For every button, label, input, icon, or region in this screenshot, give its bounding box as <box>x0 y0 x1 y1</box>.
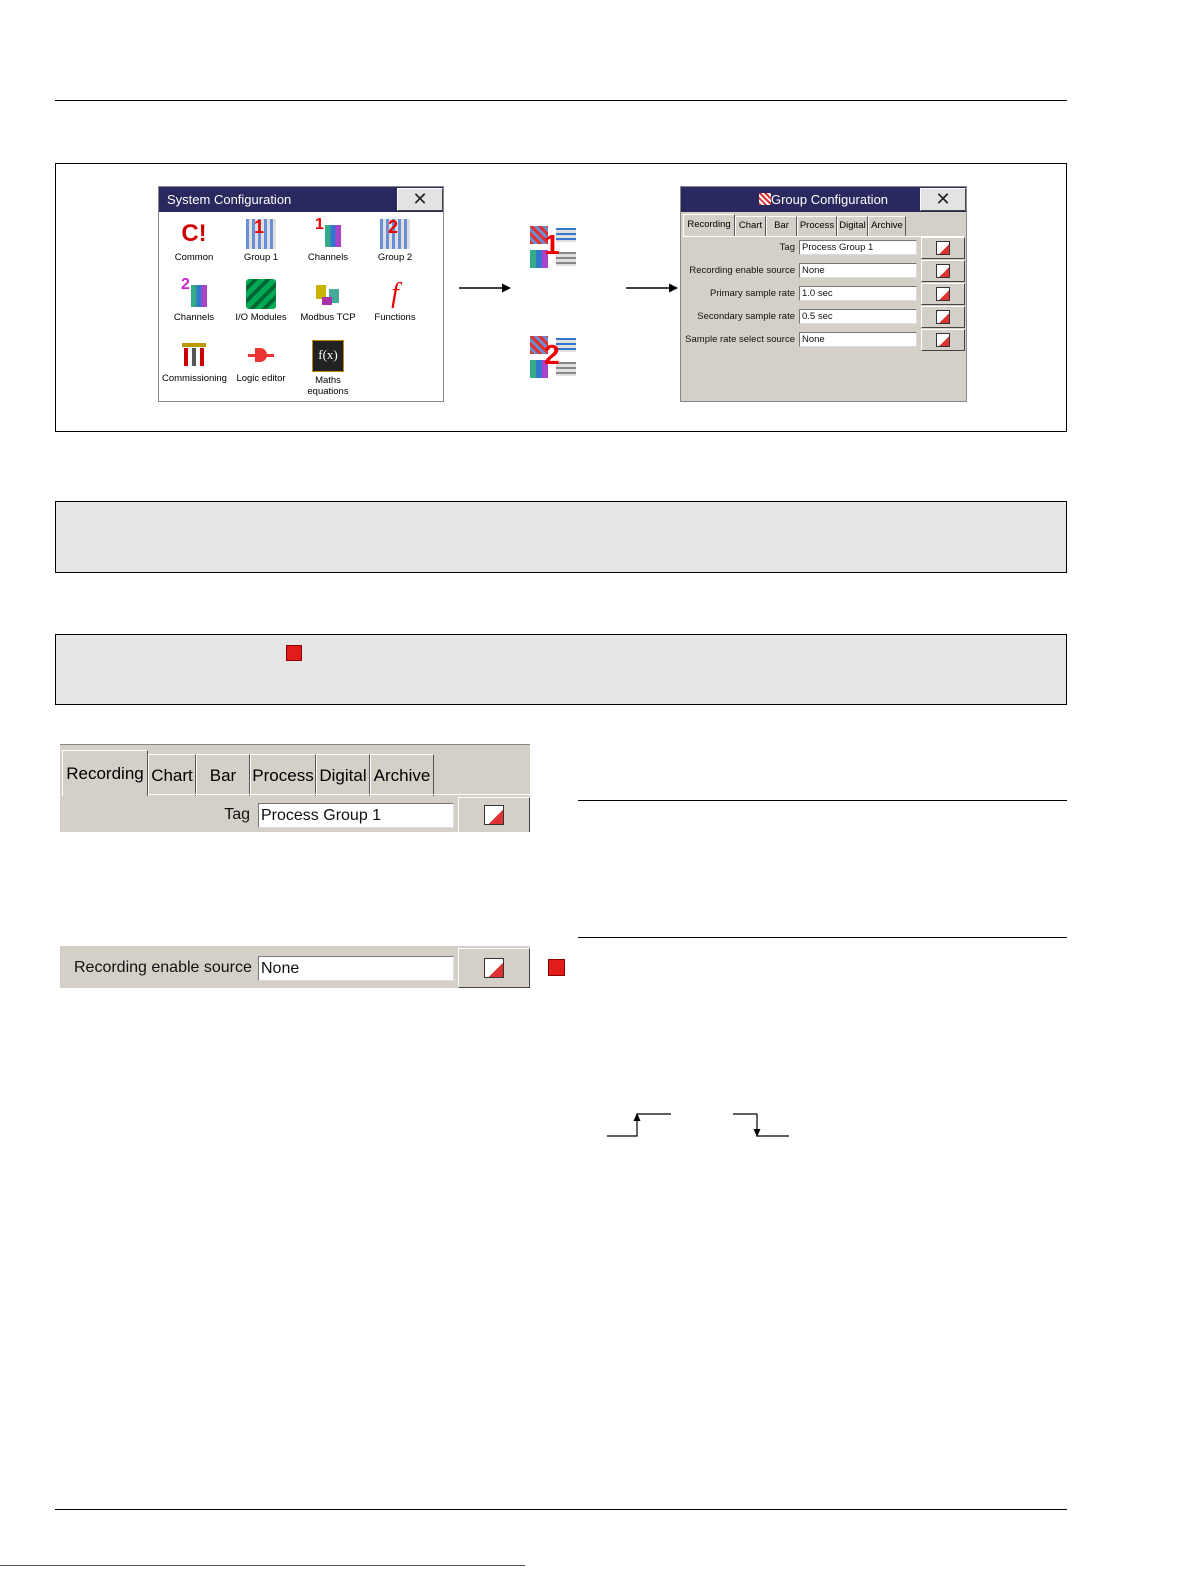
zoom-tag-edit-button[interactable] <box>458 797 530 832</box>
group-2-icon-tile[interactable] <box>363 219 427 263</box>
edit-icon <box>936 310 950 324</box>
io-modules-icon <box>246 279 276 309</box>
maths-equations-icon: f(x) <box>312 340 344 372</box>
zoom-recording-enable-source-label: Recording enable source <box>74 959 252 976</box>
edit-icon <box>936 264 950 278</box>
bottom-edge-rule <box>0 1565 525 1566</box>
maths-equations-label: Maths equations <box>307 375 349 397</box>
secondary-sample-rate-edit-button[interactable] <box>921 306 965 328</box>
header-rule <box>55 100 1067 101</box>
logic-editor-label: Logic editor <box>236 373 286 384</box>
note-box-1 <box>55 501 1067 573</box>
group-config-tabs <box>683 214 906 236</box>
secondary-sample-rate-label: Secondary sample rate <box>697 311 795 322</box>
zoom-tab-bar[interactable]: Bar <box>196 754 250 796</box>
zoom-tab-archive[interactable]: Archive <box>370 754 434 796</box>
group-2-label: Group 2 <box>377 252 413 263</box>
section-rule-1 <box>578 800 1067 801</box>
note-box-2 <box>55 634 1067 705</box>
sample-rate-select-source-label: Sample rate select source <box>685 334 795 345</box>
close-icon: ✕ <box>412 189 428 209</box>
zoom-tag-label: Tag <box>224 806 250 823</box>
recording-enable-source-label: Recording enable source <box>689 265 795 276</box>
tab-bar[interactable]: Bar <box>766 216 797 236</box>
group-1-icon-tile[interactable] <box>229 219 293 263</box>
common-icon: C! <box>181 220 207 247</box>
io-modules-label: I/O Modules <box>235 312 287 323</box>
group-configuration-title: Group Configuration <box>770 192 889 207</box>
group-1-large-number: 1 <box>544 229 560 260</box>
common-label: Common <box>174 252 214 263</box>
zoom-tabs <box>62 750 434 796</box>
zoom-recording-edit-button[interactable] <box>458 948 530 988</box>
functions-icon-tile[interactable] <box>363 279 427 323</box>
zoom-tag-field[interactable]: Process Group 1 <box>258 803 454 828</box>
primary-sample-rate-field[interactable]: 1.0 sec <box>799 286 917 301</box>
section-rule-2 <box>578 937 1067 938</box>
secondary-sample-rate-field[interactable]: 0.5 sec <box>799 309 917 324</box>
close-icon: ✕ <box>935 189 951 209</box>
channels-2-label: Channels <box>173 312 215 323</box>
group-1-number: 1 <box>254 217 265 237</box>
edit-icon <box>484 958 504 978</box>
commissioning-label: Commissioning <box>162 373 227 384</box>
footer-rule <box>55 1509 1067 1510</box>
maths-equations-icon-tile[interactable] <box>296 340 360 397</box>
channels-2-icon <box>179 276 209 309</box>
commissioning-icon <box>179 340 209 370</box>
group-1-label: Group 1 <box>243 252 279 263</box>
tab-archive[interactable]: Archive <box>868 216 906 236</box>
arrow-2 <box>626 282 678 294</box>
group-close-button[interactable] <box>920 188 966 211</box>
group-2-icon <box>380 219 410 249</box>
channels-1-icon-tile[interactable] <box>296 216 360 263</box>
io-modules-icon-tile[interactable] <box>229 279 293 323</box>
group-2-large-number: 2 <box>544 339 560 370</box>
zoom-recording-panel <box>60 946 530 988</box>
close-button[interactable] <box>397 188 443 211</box>
modbus-tcp-label: Modbus TCP <box>300 312 356 323</box>
zoom-tab-digital[interactable]: Digital <box>316 754 370 796</box>
edit-icon <box>936 287 950 301</box>
zoom-tab-underline <box>148 794 530 795</box>
channels-2-icon-tile[interactable] <box>162 276 226 323</box>
channels-2-number: 2 <box>181 276 190 293</box>
tag-label: Tag <box>779 242 795 253</box>
edit-icon <box>936 333 950 347</box>
logic-editor-icon-tile[interactable] <box>229 340 293 384</box>
group-small-icon <box>759 193 771 205</box>
navigation-figure <box>55 163 1067 432</box>
channels-1-label: Channels <box>307 252 349 263</box>
functions-label: Functions <box>374 312 416 323</box>
zoom-tab-recording[interactable]: Recording <box>62 750 148 796</box>
common-icon-tile[interactable] <box>162 219 226 263</box>
channels-1-number: 1 <box>315 216 324 233</box>
edge-trigger-diagram <box>605 1110 795 1140</box>
group-1-large-icon <box>530 226 576 268</box>
tab-chart[interactable]: Chart <box>735 216 766 236</box>
sample-rate-select-source-field[interactable]: None <box>799 332 917 347</box>
tab-digital[interactable]: Digital <box>837 216 868 236</box>
primary-sample-rate-edit-button[interactable] <box>921 283 965 305</box>
group-2-large-icon <box>530 336 576 378</box>
red-marker <box>286 645 302 661</box>
primary-sample-rate-label: Primary sample rate <box>710 288 795 299</box>
edit-icon <box>484 805 504 825</box>
group-configuration-window <box>680 186 967 402</box>
zoom-tag-panel <box>60 744 530 832</box>
rising-edge-symbol <box>607 1113 671 1136</box>
group-configuration-body <box>681 212 966 401</box>
zoom-top-rule <box>60 744 530 745</box>
tag-edit-button[interactable] <box>921 237 965 259</box>
group-1-icon <box>246 219 276 249</box>
falling-edge-symbol <box>733 1114 789 1137</box>
zoom-tab-process[interactable]: Process <box>250 754 316 796</box>
arrow-1 <box>459 282 511 294</box>
recording-enable-source-field[interactable]: None <box>799 263 917 278</box>
zoom-tab-chart[interactable]: Chart <box>148 754 196 796</box>
zoom-recording-enable-source-field[interactable]: None <box>258 956 454 981</box>
modbus-tcp-icon <box>313 279 343 309</box>
group-2-number: 2 <box>388 217 399 237</box>
recording-enable-source-edit-button[interactable] <box>921 260 965 282</box>
edit-icon <box>936 241 950 255</box>
tab-process[interactable]: Process <box>797 216 837 236</box>
channels-1-icon <box>313 216 343 249</box>
modbus-tcp-icon-tile[interactable] <box>296 279 360 323</box>
tab-recording[interactable]: Recording <box>683 214 735 236</box>
tag-field[interactable]: Process Group 1 <box>799 240 917 255</box>
red-marker-2 <box>548 959 565 976</box>
functions-icon: f <box>391 278 399 309</box>
commissioning-icon-tile[interactable] <box>162 340 226 384</box>
logic-editor-icon <box>246 340 276 370</box>
system-configuration-title: System Configuration <box>159 187 443 212</box>
sample-rate-select-source-edit-button[interactable] <box>921 329 965 351</box>
system-configuration-window <box>158 186 444 402</box>
